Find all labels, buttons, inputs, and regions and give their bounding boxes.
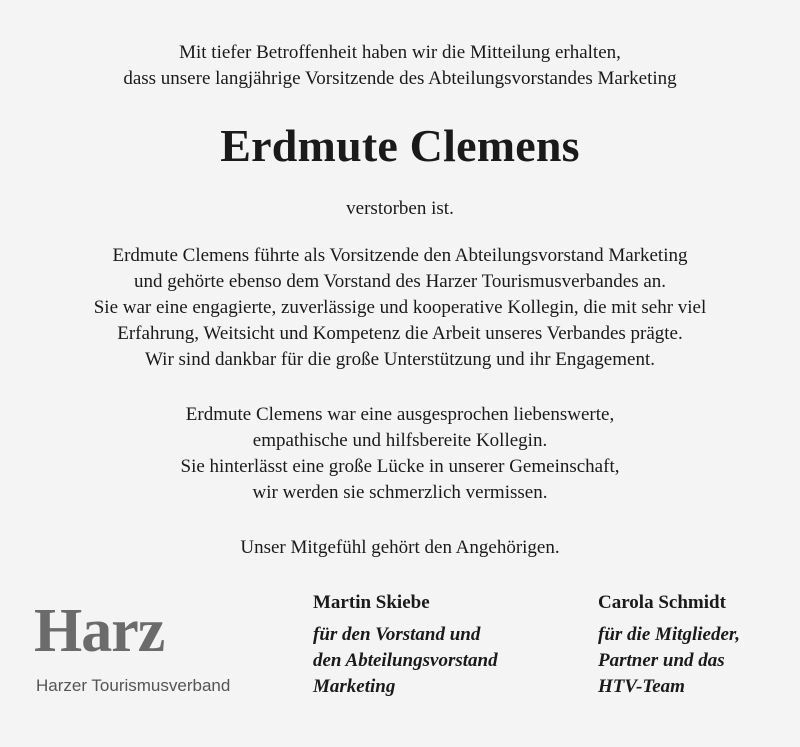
logo-wordmark: Harz <box>34 597 165 665</box>
signatory-role-line: den Abteilungsvorstand <box>313 650 498 671</box>
tribute-paragraph-1 <box>0 243 800 373</box>
paragraph-line: Erdmute Clemens führte als Vorsitzende den Abteilungsvorstand Marketing <box>112 245 688 266</box>
signatory-role-line: Marketing <box>313 676 396 697</box>
paragraph-line: empathische und hilfsbereite Kollegin. <box>252 430 548 451</box>
signatory-role-line: HTV-Team <box>598 676 685 697</box>
intro-line: dass unsere langjährige Vorsitzende des Abteilungsvorstandes Marketing <box>123 68 677 89</box>
paragraph-line: Wir sind dankbar für die große Unterstützung und ihr Engagement. <box>145 349 655 370</box>
deceased-name: Erdmute Clemens <box>220 120 580 171</box>
paragraph-line: Erfahrung, Weitsicht und Kompetenz die Arbeit unseres Verbandes prägte. <box>117 323 683 344</box>
signatory-1 <box>313 590 498 700</box>
signatory-name: Martin Skiebe <box>313 592 430 613</box>
paragraph-line: wir werden sie schmerzlich vermissen. <box>252 482 548 503</box>
paragraph-line: Sie hinterlässt eine große Lücke in unserer Gemeinschaft, <box>180 456 620 477</box>
logo-subtitle: Harzer Tourismusverband <box>36 676 231 695</box>
signatory-role-line: Partner und das <box>598 650 725 671</box>
harz-logo <box>30 596 280 706</box>
intro-text <box>0 40 800 92</box>
signatory-name: Carola Schmidt <box>598 592 726 613</box>
paragraph-line: Sie war eine engagierte, zuverlässige und kooperative Kollegin, die mit sehr viel <box>93 297 707 318</box>
intro-line: Mit tiefer Betroffenheit haben wir die Mitteilung erhalten, <box>179 42 621 63</box>
paragraph-line: und gehörte ebenso dem Vorstand des Harzer Tourismusverbandes an. <box>133 271 667 292</box>
condolence-text: Unser Mitgefühl gehört den Angehörigen. <box>240 537 560 558</box>
signatory-role-line: für den Vorstand und <box>313 624 481 645</box>
deceased-phrase: verstorben ist. <box>346 198 454 219</box>
paragraph-line: Erdmute Clemens war eine ausgesprochen liebenswerte, <box>185 404 615 425</box>
tribute-paragraph-2 <box>0 402 800 506</box>
signatory-role-line: für die Mitglieder, <box>598 624 740 645</box>
signatory-2 <box>598 590 740 700</box>
